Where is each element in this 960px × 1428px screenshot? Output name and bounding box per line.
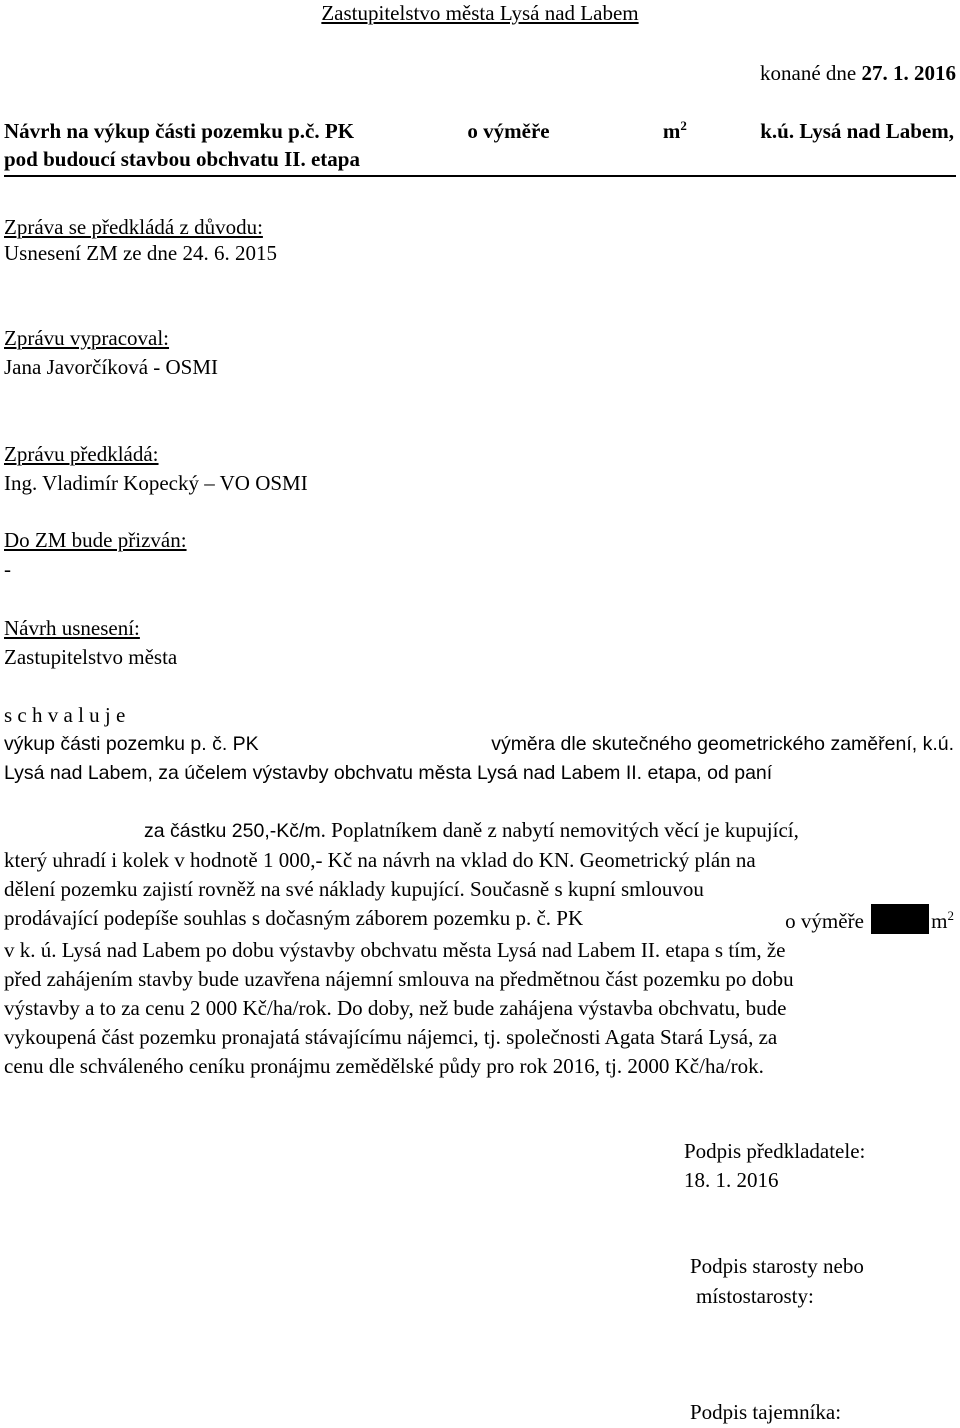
mayor-signature-label-line-2: místostarosty: — [696, 1284, 814, 1308]
meeting-date-prefix: konané dne — [760, 61, 857, 85]
secretary-signature-label: Podpis tajemníka: — [690, 1400, 842, 1424]
invited-value: - — [4, 557, 11, 581]
resolution-line — [4, 875, 954, 904]
proposal-title-unit-sup: 2 — [680, 118, 687, 133]
resolution-line-1a: výkup části pozemku p. č. PK — [4, 733, 259, 755]
resolution-line-10: vykoupená část pozemku pronajatá stávajícímu nájemci, tj. společnosti Agata Stará Lysá, za — [4, 1025, 778, 1049]
redaction-box — [871, 904, 929, 934]
meeting-date-line — [760, 60, 956, 86]
resolution-line-6b: o výměře — [785, 909, 864, 933]
page-header-title: Zastupitelstvo města Lysá nad Labem — [321, 1, 639, 25]
resolution-line-3a: za částku 250,-Kč/m — [144, 820, 321, 842]
resolution-line-11: cenu dle schváleného ceníku pronájmu zemědělské půdy pro rok 2016, tj. 2000 Kč/ha/rok. — [4, 1054, 764, 1078]
resolution-line — [4, 936, 954, 965]
proposal-title-part-5: pod budoucí stavbou obchvatu II. etapa — [4, 147, 360, 171]
resolution-line — [4, 846, 954, 875]
resolution-line — [4, 994, 954, 1023]
resolution-approves: s c h v a l u j e — [4, 703, 126, 727]
resolution-line — [4, 1023, 954, 1052]
prepared-by-label: Zprávu vypracoval: — [4, 326, 170, 350]
reason-label: Zpráva se předkládá z důvodu: — [4, 215, 263, 239]
resolution-line — [4, 1052, 954, 1081]
proposal-title-line-2 — [4, 145, 954, 173]
resolution-line — [4, 965, 954, 994]
proposal-title-part-4: k.ú. Lysá nad Labem, — [760, 119, 954, 143]
submitter-signature-date: 18. 1. 2016 — [684, 1168, 779, 1192]
title-divider — [4, 175, 956, 177]
resolution-label: Návrh usnesení: — [4, 616, 140, 640]
resolution-line-6a: prodávající podepíše souhlas s dočasným záborem pozemku p. č. PK — [4, 906, 584, 930]
resolution-line — [4, 730, 954, 759]
resolution-line-9: výstavby a to za cenu 2 000 Kč/ha/rok. Do doby, než bude zahájena výstavba obchvatu, bude — [4, 996, 787, 1020]
resolution-line-3b: . Poplatníkem daně z nabytí nemovitých věcí je kupující, — [320, 818, 799, 842]
resolution-text-a — [4, 730, 954, 788]
mayor-signature-label-line-1: Podpis starosty nebo — [690, 1254, 864, 1278]
resolution-line-5: dělení pozemku zajistí rovněž na své náklady kupující. Současně s kupní smlouvou — [4, 877, 704, 901]
resolution-line-6-sup: 2 — [947, 908, 954, 923]
prepared-by-value: Jana Javorčíková - OSMI — [4, 355, 219, 379]
submitted-by-label: Zprávu předkládá: — [4, 442, 159, 466]
reason-value: Usnesení ZM ze dne 24. 6. 2015 — [4, 241, 277, 265]
submitted-by-value: Ing. Vladimír Kopecký – VO OSMI — [4, 471, 308, 495]
resolution-text-b — [4, 816, 954, 1081]
submitter-signature-label: Podpis předkladatele: — [684, 1139, 866, 1163]
resolution-line-1b: výměra dle skutečného geometrického zaměření, k.ú. — [491, 733, 954, 755]
proposal-title-unit: m — [662, 119, 681, 143]
resolution-line — [4, 904, 954, 936]
resolution-line-8: před zahájením stavby bude uzavřena nájemní smlouva na předmětnou část pozemku po dobu — [4, 967, 794, 991]
proposal-title — [4, 117, 954, 173]
resolution-line-7: v k. ú. Lysá nad Labem po dobu výstavby obchvatu města Lysá nad Labem II. etapa s tím, že — [4, 938, 786, 962]
resolution-body: Zastupitelstvo města — [4, 645, 178, 669]
invited-label: Do ZM bude přizván: — [4, 528, 187, 552]
resolution-line — [4, 816, 954, 846]
meeting-date: 27. 1. 2016 — [861, 61, 956, 85]
proposal-title-part-1: Návrh na výkup části pozemku p.č. PK — [4, 119, 355, 143]
proposal-title-line-1 — [4, 117, 954, 145]
resolution-line-6c: m — [931, 909, 948, 933]
resolution-line-2: Lysá nad Labem, za účelem výstavby obchvatu města Lysá nad Labem II. etapa, od paní — [4, 762, 773, 784]
resolution-line-4: který uhradí i kolek v hodnotě 1 000,- Kč na návrh na vklad do KN. Geometrický plán na — [4, 848, 756, 872]
proposal-title-part-2: o výměře — [467, 119, 550, 143]
resolution-line — [4, 759, 954, 788]
